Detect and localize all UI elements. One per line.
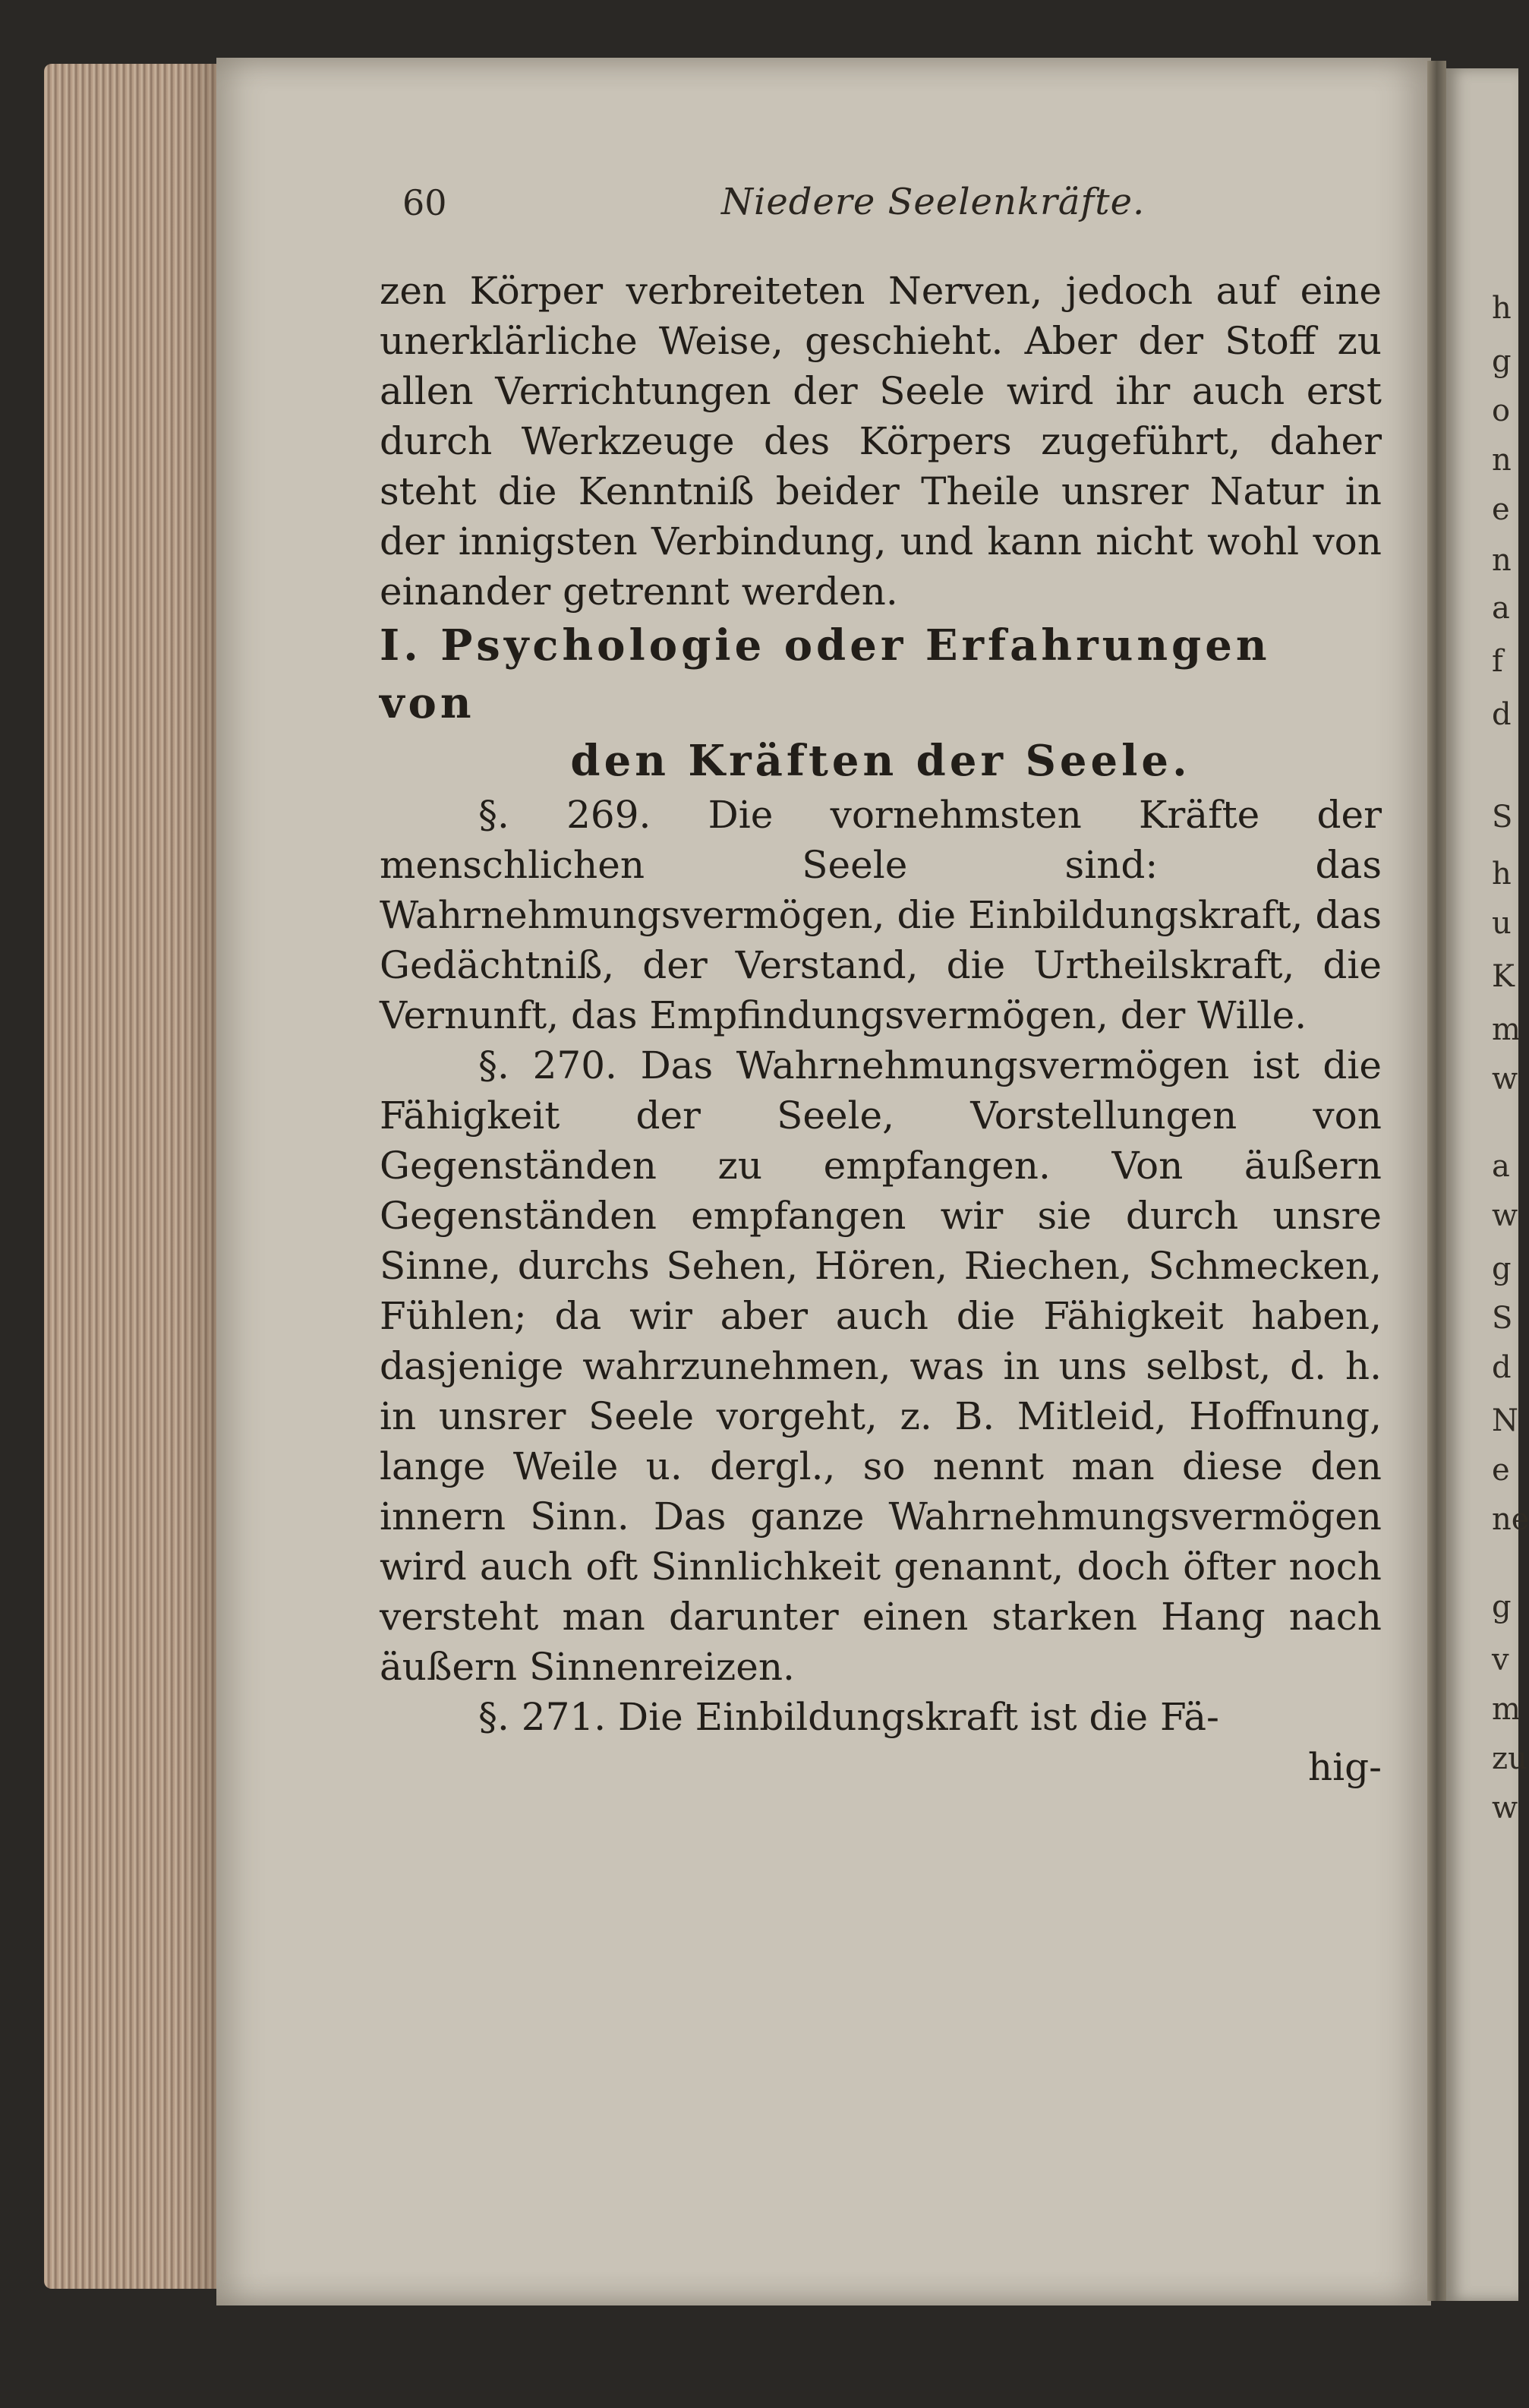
body-text: [380, 266, 1382, 1792]
facing-page-fragment: n: [1492, 443, 1512, 478]
facing-page-fragment: f: [1492, 644, 1503, 679]
page-number: 60: [402, 182, 447, 223]
facing-page-fragment: e: [1492, 1453, 1510, 1488]
facing-page-fragment: a: [1492, 591, 1510, 626]
facing-page-fragment: u: [1492, 906, 1512, 941]
facing-page-fragment: e: [1492, 492, 1510, 527]
facing-page-fragment: m: [1492, 1692, 1521, 1727]
paragraph-269: §. 269. Die vornehmsten Kräfte der menschlichen Seele sind: das Wahrnehmungsvermögen, die Einbildungskraft, das Gedächtniß, der Verstand, die Urtheilskraft, die Vernunft, das Empfindungsvermögen, der Wille.: [380, 793, 1382, 1037]
facing-page-fragment: w: [1492, 1791, 1518, 1826]
facing-page-fragment: S: [1492, 800, 1513, 835]
facing-page-fragment: a: [1492, 1149, 1510, 1184]
page-header: [402, 167, 1382, 235]
facing-page-fragment: n: [1492, 543, 1512, 578]
section-heading-line-1: I. Psychologie oder Erfahrungen von: [380, 620, 1271, 728]
facing-page-fragment: h: [1492, 291, 1512, 326]
facing-page-fragment: K: [1492, 959, 1515, 994]
facing-page-fragment: zu: [1492, 1741, 1527, 1776]
facing-page-fragment: N: [1492, 1403, 1518, 1438]
paragraph-270: §. 270. Das Wahrnehmungsvermögen ist die Fähigkeit der Seele, Vorstellungen von Gegenständen zu empfangen. Von äußern Gegenständen empfangen wir sie durch unsre Sinne, durchs Sehen, Hören, Riechen, Schmecken, Fühlen; da wir aber auch die Fähigkeit haben, dasjenige wahrzunehmen, was in uns selbst, d. h. in unsrer Seele vorgeht, z. B. Mitleid, Hoffnung, lange Weile u. dergl., so nennt man diese den innern Sinn. Das ganze Wahrnehmungsvermögen wird auch oft Sinnlichkeit genannt, doch öfter noch versteht man darunter einen starken Hang nach äußern Sinnenreizen.: [380, 1043, 1382, 1689]
catchword: hig-: [1307, 1745, 1382, 1789]
facing-page-fragment: v: [1492, 1643, 1509, 1677]
facing-page-fragment: d: [1492, 697, 1512, 732]
facing-page-fragment: g: [1492, 1589, 1512, 1624]
facing-page-fragment: w: [1492, 1198, 1518, 1233]
facing-page-fragment: h: [1492, 857, 1512, 892]
paragraph-continued: zen Körper verbreiteten Nerven, jedoch auf eine unerklärliche Weise, geschieht. Aber der Stoff zu allen Verrichtungen der Seele wird ihr auch erst durch Werkzeuge des Körpers zugeführt, daher steht die Kenntniß beider Theile unsrer Natur in der innigsten Verbindung, und kann nicht wohl von einander getrennt werden.: [380, 269, 1382, 614]
running-head: Niedere Seelenkräfte.: [721, 181, 1146, 223]
facing-page-fragment: d: [1492, 1350, 1512, 1385]
facing-page-fragment: ne: [1492, 1502, 1529, 1537]
facing-page-fragment: g: [1492, 344, 1512, 379]
section-heading-line-2: den Kräften der Seele.: [570, 736, 1191, 786]
facing-page-fragment: g: [1492, 1251, 1512, 1286]
facing-page-fragment: S: [1492, 1301, 1513, 1336]
paragraph-271: §. 271. Die Einbildungskraft ist die Fä-: [478, 1695, 1219, 1739]
facing-page-fragment: o: [1492, 393, 1511, 428]
facing-page-fragment: m: [1492, 1012, 1521, 1047]
book-gutter: [1427, 61, 1446, 2301]
facing-page-fragment: w: [1492, 1062, 1518, 1097]
